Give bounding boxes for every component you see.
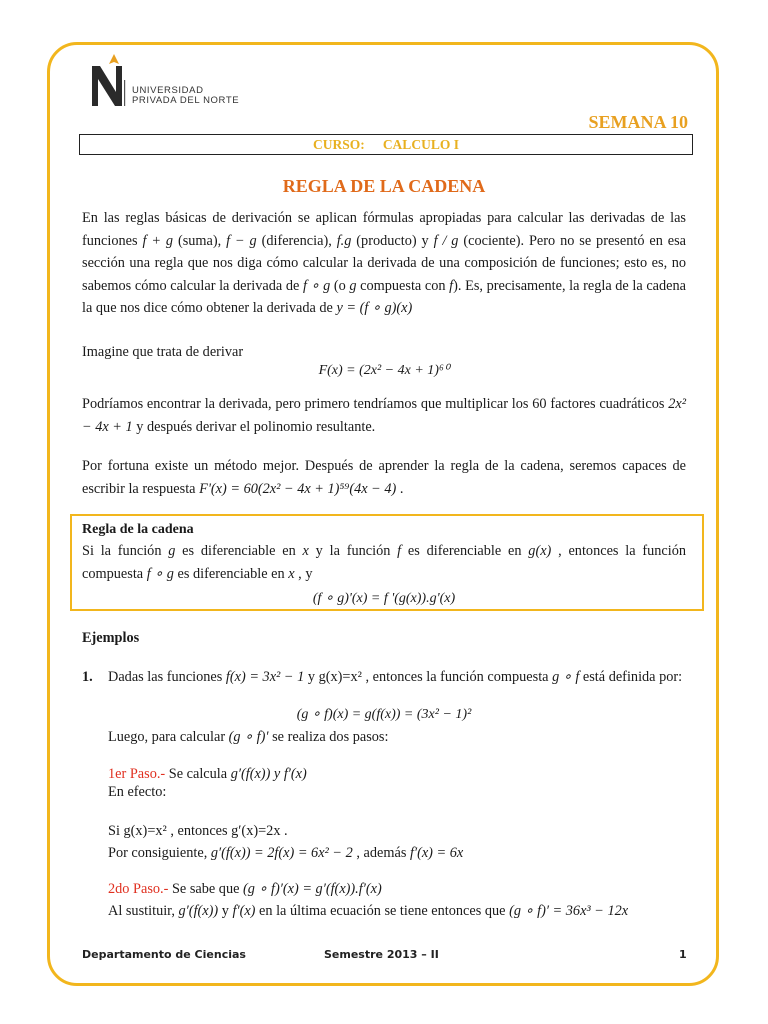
page-title: REGLA DE LA CADENA <box>282 176 486 196</box>
example1-statement: Dadas las funciones f(x) = 3x² − 1 y g(x)=x² , entonces la función compuesta g ∘ f está definida por: <box>108 669 683 685</box>
paso2-label: 2do Paso.- <box>108 881 169 897</box>
chain-rule-text: Si la función g es diferenciable en x y la función f es diferenciable en g(x) , entonces la función compuesta f ∘ g es diferenciable en x , y <box>82 543 687 582</box>
university-line2: PRIVADA DEL NORTE <box>132 95 240 106</box>
footer-department: Departamento de Ciencias <box>82 948 246 961</box>
F-formula: F(x) = (2x² − 4x + 1)⁶⁰ <box>318 363 450 378</box>
example-number: 1. <box>82 669 93 685</box>
podriamos-paragraph: Podríamos encontrar la derivada, pero primero tendríamos que multiplicar los 60 factores cuadráticos 2x² − 4x + 1 y después derivar el polinomio resultante. <box>82 396 686 435</box>
curso-name: CALCULO I <box>382 137 459 152</box>
example1-formula: (g ∘ f)(x) = g(f(x)) = (3x² − 1)² <box>296 707 472 722</box>
university-logo <box>88 52 288 112</box>
upn-logo-icon <box>88 52 128 108</box>
university-line1: UNIVERSIDAD <box>132 85 204 96</box>
si-line: Si g(x)=x² , entonces g′(x)=2x . <box>108 823 288 839</box>
fortuna-paragraph: Por fortuna existe un método mejor. Después de aprender la regla de la cadena, seremos capaces de escribir la respuesta F'(x) = 60(2x² − 4x + 1)⁵⁹(4x − 4) . <box>82 458 686 497</box>
paso2-line: 2do Paso.- Se sabe que (g ∘ f)′(x) = g′(f(x)).f′(x) <box>108 881 382 897</box>
chain-rule-heading: Regla de la cadena <box>82 522 194 537</box>
curso-box <box>79 134 693 155</box>
paso1-label: 1er Paso.- <box>108 766 166 782</box>
chain-rule-formula: (f ∘ g)'(x) = f '(g(x)).g'(x) <box>312 591 456 606</box>
al-sustituir-line: Al sustituir, g′(f(x)) y f′(x) en la última ecuación se tiene entonces que (g ∘ f)′ = 36x³ − 12x <box>108 903 629 919</box>
curso-label: CURSO: <box>313 137 365 152</box>
intro-paragraph: En las reglas básicas de derivación se aplican fórmulas apropiadas para calcular las derivadas de las funciones f + g (suma), f − g (diferencia), f.g (producto) y f / g (cociente). Pero no se presentó en esa sección una regla que nos diga cómo calcular la derivada de una composición de funciones; esto es, no sabemos cómo calcular la derivada de f ∘ g (o g compuesta con f). Es, precisamente, la regla de la cadena la que nos dice cómo obtener la derivada de y = (f ∘ g)(x) <box>82 210 687 316</box>
imagine-text: Imagine que trata de derivar <box>82 344 244 360</box>
university-name <box>132 86 239 106</box>
semana-label: SEMANA 10 <box>588 112 688 132</box>
por-consiguiente-line: Por consiguiente, g′(f(x)) = 2f(x) = 6x² − 2 , además f′(x) = 6x <box>108 845 464 861</box>
footer-page-number: 1 <box>679 948 687 961</box>
paso1-line: 1er Paso.- Se calcula g′(f(x)) y f′(x) <box>108 766 307 782</box>
en-efecto-text: En efecto: <box>108 784 167 800</box>
luego-text: Luego, para calcular (g ∘ f)′ se realiza dos pasos: <box>108 729 389 745</box>
footer-semester: Semestre 2013 – II <box>324 948 439 961</box>
ejemplos-heading: Ejemplos <box>82 630 140 646</box>
